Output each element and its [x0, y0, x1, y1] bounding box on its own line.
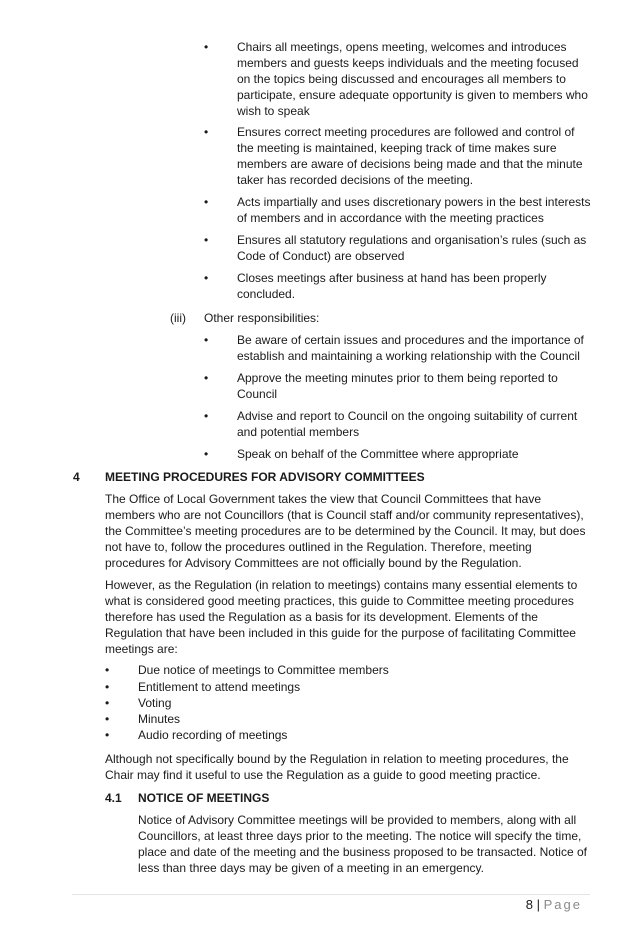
section-4-paragraph-1: The Office of Local Government takes the view that Council Committees that have members who are not Councillors (that is Council staff and/or community representatives), the Committee’s meeting procedures are to be determined by the Council. It may, but does not have to, follow the procedures outlined in the Regulation. Therefore, meeting procedures for Advisory Committees are not officially bound by the Regulation. — [105, 492, 586, 570]
bullet-icon: • — [105, 663, 110, 677]
bullet-icon: • — [204, 40, 209, 54]
chair-bullet-1: Chairs all meetings, opens meeting, welcomes and introduces members and guests keeps individuals and the meeting focused on the topics being discussed and encourages all members to participate, ensure adequate opportunity is given to members who wish to speak — [237, 40, 588, 118]
bullet-icon: • — [204, 195, 209, 209]
other-bullet-2: Approve the meeting minutes prior to them being reported to Council — [237, 371, 558, 401]
element-item-3: Voting — [138, 696, 172, 710]
section-4-number: 4 — [73, 470, 80, 484]
bullet-icon: • — [105, 728, 110, 742]
bullet-icon: • — [105, 712, 110, 726]
section-4-1-paragraph: Notice of Advisory Committee meetings will be provided to members, along with all Councillors, at least three days prior to the meeting. The notice will specify the time, place and date of the meeting and the business proposed to be transacted. Notice of less than three days may be given of a meeting in an emergency. — [138, 813, 587, 875]
section-4-paragraph-2: However, as the Regulation (in relation to meetings) contains many essential elements to what is considered good meeting practices, this guide to Committee meeting procedures therefore has used the Regulation as a basis for its development. Elements of the Regulation that have been included in this guide for the purpose of facilitating Committee meetings are: — [105, 578, 578, 656]
other-bullet-1: Be aware of certain issues and procedures and the importance of establish and maintaining a working relationship with the Council — [237, 333, 584, 363]
element-item-5: Audio recording of meetings — [138, 728, 288, 742]
bullet-icon: • — [204, 233, 209, 247]
bullet-icon: • — [204, 271, 209, 285]
element-item-1: Due notice of meetings to Committee members — [138, 663, 389, 677]
bullet-icon: • — [204, 333, 209, 347]
page-footer — [480, 897, 582, 913]
other-responsibilities-label: Other responsibilities: — [204, 311, 320, 325]
chair-bullet-2: Ensures correct meeting procedures are followed and control of the meeting is maintained, keeping track of time makes sure members are aware of decisions being made and that the minute taker has recorded decisions of the meeting. — [237, 125, 583, 187]
list-number-iii: (iii) — [170, 311, 186, 325]
bullet-icon: • — [204, 125, 209, 139]
bullet-icon: • — [105, 696, 110, 710]
chair-bullet-3: Acts impartially and uses discretionary powers in the best interests of members and in accordance with the meeting practices — [237, 195, 591, 225]
element-item-4: Minutes — [138, 712, 181, 726]
chair-bullet-5: Closes meetings after business at hand has been properly concluded. — [237, 271, 547, 301]
footer-divider — [72, 894, 590, 895]
page-number: 8 — [525, 897, 533, 912]
chair-bullet-4: Ensures all statutory regulations and organisation’s rules (such as Code of Conduct) are observed — [237, 233, 587, 263]
bullet-icon: • — [105, 680, 110, 694]
page-label: Page — [543, 897, 582, 912]
section-4-heading: MEETING PROCEDURES FOR ADVISORY COMMITTEES — [105, 470, 425, 484]
other-bullet-3: Advise and report to Council on the ongoing suitability of current and potential members — [237, 409, 578, 439]
section-4-1-heading: NOTICE OF MEETINGS — [138, 791, 270, 805]
bullet-icon: • — [204, 409, 209, 423]
other-bullet-4: Speak on behalf of the Committee where appropriate — [237, 447, 519, 461]
element-item-2: Entitlement to attend meetings — [138, 680, 301, 694]
section-4-1-number: 4.1 — [105, 791, 122, 805]
section-4-paragraph-3: Although not specifically bound by the Regulation in relation to meeting procedures, the Chair may find it useful to use the Regulation as a guide to good meeting practice. — [105, 752, 569, 782]
footer-separator: | — [536, 897, 540, 912]
bullet-icon: • — [204, 447, 209, 461]
bullet-icon: • — [204, 371, 209, 385]
